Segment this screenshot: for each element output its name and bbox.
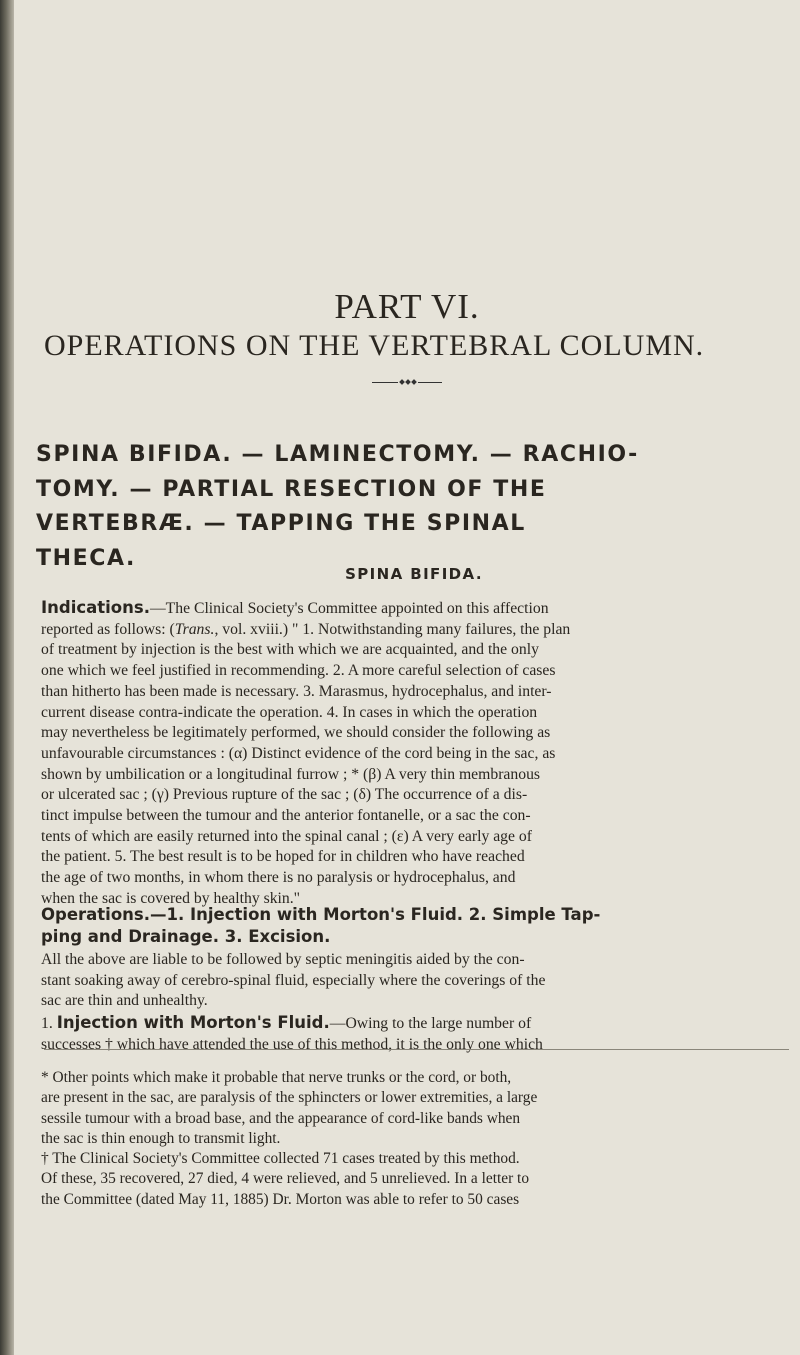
text-line (41, 1013, 789, 1035)
section-heading-line: THECA. (36, 545, 136, 571)
footnote-line: sessile tumour with a broad base, and the appearance of cord-like bands when (41, 1109, 521, 1127)
footnote-line: * Other points which make it probable that nerve trunks or the cord, or both, (41, 1069, 512, 1086)
text-run-italic: Trans. (174, 620, 215, 638)
operations-paragraph (41, 905, 789, 947)
text-line: tinct impulse between the tumour and the anterior fontanelle, or a sac the con- (41, 807, 531, 825)
text-line: unfavourable circumstances : (α) Distinct evidence of the cord being in the sac, as (41, 744, 556, 762)
text-line: than hitherto has been made is necessary. 3. Marasmus, hydrocephalus, and inter- (41, 682, 552, 700)
footnote-rule (44, 1049, 789, 1050)
text-line: successes † which have attended the use of this method, it is the only one which (41, 1035, 543, 1053)
text-line: may nevertheless be legitimately performed, we should consider the following as (41, 724, 551, 742)
sub-heading: SPINA BIFIDA. (345, 565, 483, 583)
indications-paragraph (41, 598, 789, 910)
injection-heading: Injection with Morton's Fluid. (56, 1013, 330, 1032)
footnote-line: are present in the sac, are paralysis of the sphincters or lower extremities, a large (41, 1089, 538, 1107)
footnote-line: † The Clinical Society's Committee collected 71 cases treated by this method. (41, 1150, 520, 1168)
text-run: reported as follows: ( (41, 620, 175, 638)
text-line: ping and Drainage. 3. Excision. (41, 926, 331, 946)
text-line: stant soaking away of cerebro-spinal fluid, especially where the coverings of the (41, 971, 546, 989)
ornamental-divider-icon (372, 377, 442, 387)
text-run: —1. Injection with Morton's Fluid. 2. Simple Tap- (150, 905, 601, 924)
part-title: PART VI. (334, 287, 480, 326)
footnote-line: the sac is thin enough to transmit light. (41, 1129, 281, 1147)
operations-heading: Operations. (41, 905, 151, 924)
text-line (41, 620, 789, 641)
text-line: of treatment by injection is the best with which we are acquainted, and the only (41, 641, 539, 659)
text-line: current disease contra-indicate the operation. 4. In cases in which the operation (41, 703, 538, 721)
text-line: shown by umbilication or a longitudinal furrow ; * (β) A very thin membranous (41, 765, 541, 783)
text-line: sac are thin and unhealthy. (41, 992, 208, 1010)
footnote-line: the Committee (dated May 11, 1885) Dr. Morton was able to refer to 50 cases (41, 1190, 520, 1208)
text-run: , vol. xviii.) " 1. Notwithstanding many failures, the plan (214, 620, 571, 638)
section-heading-line: TOMY. — PARTIAL RESECTION OF THE (36, 476, 547, 502)
section-heading-line: VERTEBRÆ. — TAPPING THE SPINAL (36, 511, 526, 536)
text-run: 1. (41, 1015, 53, 1032)
footnote-line: Of these, 35 recovered, 27 died, 4 were relieved, and 5 unrelieved. In a letter to (41, 1170, 530, 1188)
text-line: All the above are liable to be followed by septic meningitis aided by the con- (41, 951, 525, 968)
text-line: the age of two months, in whom there is no paralysis or hydrocephalus, and (41, 869, 516, 887)
indications-heading: Indications. (41, 598, 150, 617)
chapter-title: OPERATIONS ON THE VERTEBRAL COLUMN. (44, 329, 705, 362)
text-line: or ulcerated sac ; (γ) Previous rupture of the sac ; (δ) The occurrence of a dis- (41, 786, 528, 804)
text-line (41, 598, 789, 620)
section-heading (36, 438, 788, 576)
text-line: when the sac is covered by healthy skin." (41, 889, 301, 907)
text-run: —Owing to the large number of (329, 1015, 532, 1032)
book-spine-shadow (0, 0, 14, 1355)
footnotes (41, 1068, 789, 1210)
liability-paragraph (41, 950, 789, 1012)
text-line: tents of which are easily returned into the spinal canal ; (ε) A very early age of (41, 827, 532, 845)
section-heading-line: SPINA BIFIDA. — LAMINECTOMY. — RACHIO- (36, 442, 639, 467)
text-line: the patient. 5. The best result is to be hoped for in children who have reached (41, 848, 525, 866)
text-line: one which we feel justified in recommending. 2. A more careful selection of cases (41, 662, 556, 680)
text-run: —The Clinical Society's Committee appointed on this affection (149, 600, 549, 617)
book-page (14, 0, 800, 1355)
text-line (41, 905, 789, 927)
